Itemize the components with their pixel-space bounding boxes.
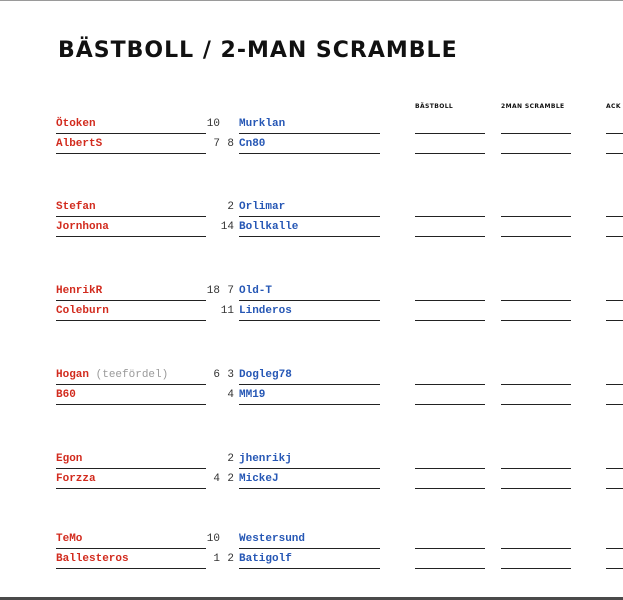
left-player-name: [56, 366, 206, 385]
left-player-name: [56, 282, 206, 301]
left-player-name: [56, 135, 206, 154]
right-score: 3: [227, 369, 234, 381]
right-player-name: MickeJ: [239, 470, 380, 489]
right-player-name: Batigolf: [239, 550, 380, 569]
match-row: [0, 470, 623, 490]
bastboll-result-line: [415, 236, 485, 237]
scramble-result-line: [501, 384, 571, 385]
match-group: [0, 366, 623, 426]
right-player-name: Linderos: [239, 302, 380, 321]
left-player-label: HenrikR: [56, 285, 103, 297]
left-score: [200, 450, 220, 468]
right-score: 2: [227, 553, 234, 565]
right-player-name: Westersund: [239, 530, 380, 549]
left-player-label: AlbertS: [56, 138, 103, 150]
ack-result-line: [606, 468, 623, 469]
ack-result-line: [606, 488, 623, 489]
right-player-name: Murklan: [239, 115, 380, 134]
right-score: 2: [227, 453, 234, 465]
left-player-label: TeMo: [56, 533, 83, 545]
left-player-name: [56, 530, 206, 549]
bastboll-result-line: [415, 133, 485, 134]
left-player-name: [56, 470, 206, 489]
player-note: (teefördel): [95, 369, 169, 381]
right-score: 8: [227, 138, 234, 150]
match-row: [0, 218, 623, 238]
left-score: 7: [213, 138, 220, 150]
match-row: [0, 450, 623, 470]
match-group: [0, 198, 623, 258]
left-player-label: Coleburn: [56, 305, 109, 317]
left-player-name: [56, 198, 206, 217]
left-score: [200, 218, 220, 236]
scramble-result-line: [501, 468, 571, 469]
ack-result-line: [606, 404, 623, 405]
match-row: [0, 386, 623, 406]
left-player-name: [56, 550, 206, 569]
right-score: 14: [220, 221, 234, 233]
bastboll-result-line: [415, 468, 485, 469]
right-score: 4: [227, 389, 234, 401]
right-score: [218, 115, 234, 133]
left-player-label: B60: [56, 389, 76, 401]
left-player-name: [56, 115, 206, 134]
scramble-result-line: [501, 153, 571, 154]
scramble-result-line: [501, 320, 571, 321]
left-score: 18: [206, 285, 220, 297]
bastboll-result-line: [415, 404, 485, 405]
match-group: [0, 115, 623, 175]
left-score: 10: [206, 533, 220, 545]
left-player-name: [56, 302, 206, 321]
right-player-name: Cn80: [239, 135, 380, 154]
right-player-name: jhenrikj: [239, 450, 380, 469]
left-player-label: Jornhona: [56, 221, 109, 233]
left-score: [200, 198, 220, 216]
right-player-name: Bollkalle: [239, 218, 380, 237]
left-player-label: Stefan: [56, 201, 96, 213]
page-title: BÄSTBOLL / 2-MAN SCRAMBLE: [58, 38, 458, 63]
ack-result-line: [606, 300, 623, 301]
bastboll-result-line: [415, 488, 485, 489]
ack-result-line: [606, 216, 623, 217]
scramble-result-line: [501, 133, 571, 134]
match-row: [0, 550, 623, 570]
match-group: [0, 530, 623, 590]
ack-result-line: [606, 153, 623, 154]
ack-result-line: [606, 548, 623, 549]
match-row: [0, 282, 623, 302]
left-player-name: [56, 386, 206, 405]
top-border: [0, 0, 623, 1]
ack-result-line: [606, 384, 623, 385]
left-player-label: Ballesteros: [56, 553, 129, 565]
column-header-bastboll: BÄSTBOLL: [415, 103, 454, 110]
bastboll-result-line: [415, 548, 485, 549]
bastboll-result-line: [415, 384, 485, 385]
left-score: 6: [213, 369, 220, 381]
match-row: [0, 115, 623, 135]
match-row: [0, 366, 623, 386]
scramble-result-line: [501, 216, 571, 217]
match-group: [0, 282, 623, 342]
match-row: [0, 198, 623, 218]
left-score: 1: [213, 553, 220, 565]
left-player-name: [56, 450, 206, 469]
left-score: 10: [206, 118, 220, 130]
right-score: 11: [220, 305, 234, 317]
scramble-result-line: [501, 488, 571, 489]
left-score: [200, 302, 220, 320]
scramble-result-line: [501, 548, 571, 549]
left-player-label: Hogan: [56, 369, 90, 381]
ack-result-line: [606, 236, 623, 237]
ack-result-line: [606, 133, 623, 134]
bastboll-result-line: [415, 300, 485, 301]
match-row: [0, 530, 623, 550]
left-player-label: Egon: [56, 453, 83, 465]
match-row: [0, 135, 623, 155]
left-player-label: Forzza: [56, 473, 96, 485]
bastboll-result-line: [415, 568, 485, 569]
right-player-name: Old-T: [239, 282, 380, 301]
left-player-name: [56, 218, 206, 237]
scramble-result-line: [501, 236, 571, 237]
column-header-2man-scramble: 2MAN SCRAMBLE: [501, 103, 565, 110]
right-player-name: Orlimar: [239, 198, 380, 217]
column-header-ack: ACK: [606, 103, 621, 110]
right-score: 7: [227, 285, 234, 297]
right-score: 2: [227, 201, 234, 213]
bastboll-result-line: [415, 320, 485, 321]
right-player-name: MM19: [239, 386, 380, 405]
match-group: [0, 450, 623, 510]
bastboll-result-line: [415, 153, 485, 154]
left-score: [200, 386, 220, 404]
right-player-name: Dogleg78: [239, 366, 380, 385]
ack-result-line: [606, 320, 623, 321]
right-score: 2: [227, 473, 234, 485]
bastboll-result-line: [415, 216, 485, 217]
ack-result-line: [606, 568, 623, 569]
right-score: [218, 530, 234, 548]
scramble-result-line: [501, 300, 571, 301]
scramble-result-line: [501, 568, 571, 569]
left-score: 4: [213, 473, 220, 485]
scramble-result-line: [501, 404, 571, 405]
left-player-label: Ötoken: [56, 118, 96, 130]
match-row: [0, 302, 623, 322]
